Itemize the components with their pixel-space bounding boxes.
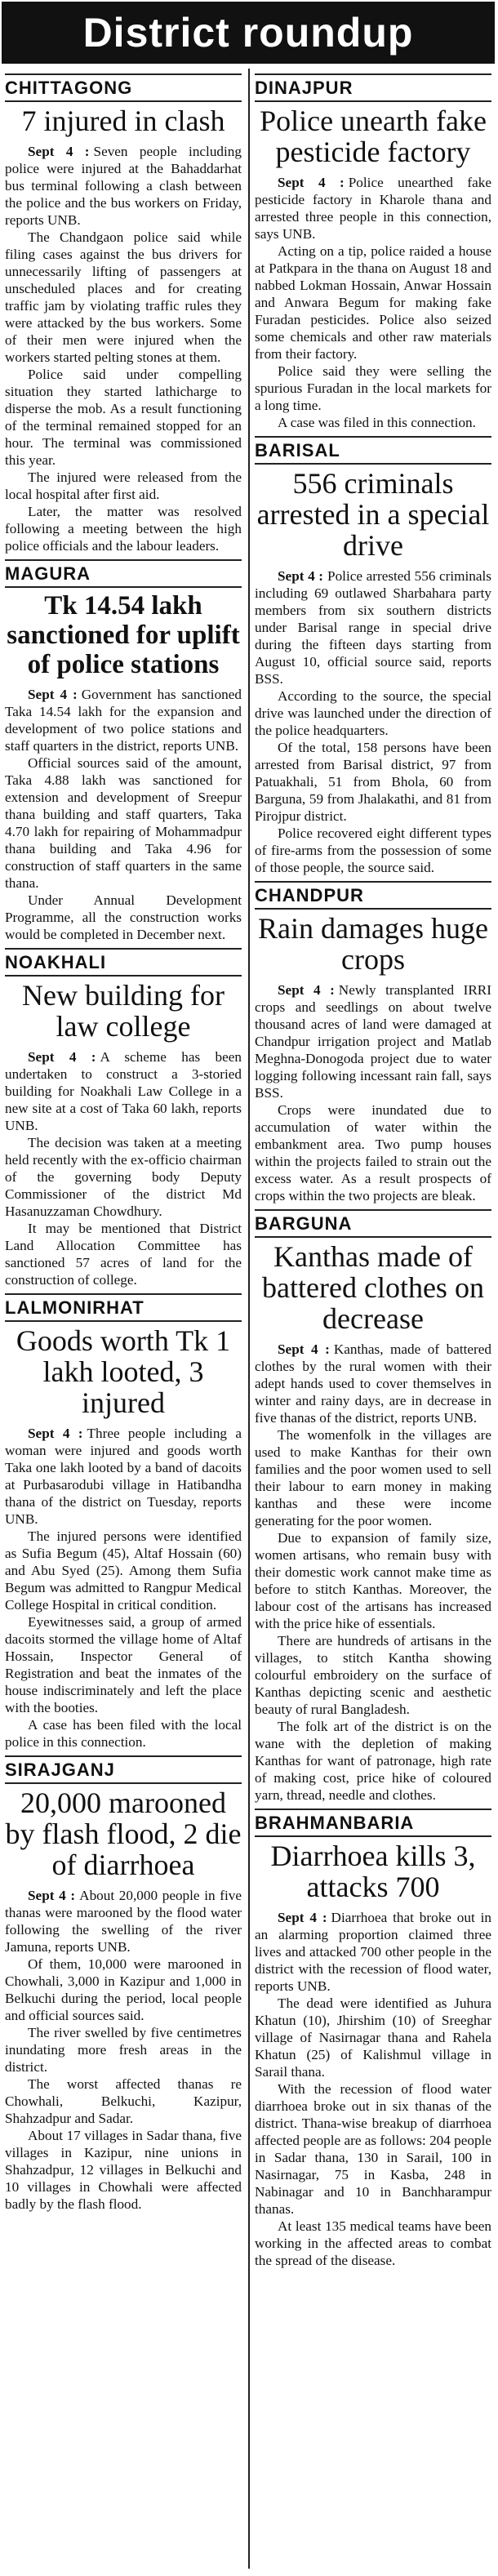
story-paragraph <box>255 174 491 242</box>
paragraph-text: Police said under compelling situation they started lathicharge to disperse the mob. As a result functioning of the terminal remained stopped for an hour. The terminal was commissioned this year. <box>5 367 242 468</box>
paragraph-text: Three people including a woman were injured and goods worth Taka one lakh looted by a band of dacoits at Purbasarodubi village in Hatibandha thana of the district on Tuesday, reports UNB. <box>5 1426 242 1527</box>
story-headline: 7 injured in clash <box>21 105 225 137</box>
story-paragraph <box>5 2127 242 2213</box>
paragraph-text: A case has been filed with the local police in this connection. <box>5 1717 242 1750</box>
paragraph-text: The womenfolk in the villages are used to make Kanthas for their own families and the poor women used to sell their labour to earn money in making kanthas and these were income generating for the poor women. <box>255 1427 491 1528</box>
paragraph-text: Seven people including police were injured at the Bahaddarhat bus terminal following a clash between the police and the bus workers on Friday, reports UNB. <box>5 144 242 228</box>
paragraph-text: Police unearthed fake pesticide factory in Kharole thana and arrested three people in this connection, says UNB. <box>255 175 491 242</box>
story-paragraph <box>5 1716 242 1751</box>
story-paragraph <box>5 754 242 892</box>
story-paragraph <box>5 1613 242 1716</box>
left-column <box>5 69 242 2213</box>
dateline-place: MAGURA <box>5 559 242 588</box>
dateline-date: Sept 4 : <box>28 687 78 702</box>
story-paragraph <box>5 686 242 754</box>
story-paragraph <box>5 1887 242 1955</box>
story-paragraph <box>255 1341 491 1426</box>
paragraph-text: At least 135 medical teams have been working in the affected areas to combat the spread of the disease. <box>255 2218 491 2268</box>
story-paragraph <box>255 2218 491 2269</box>
story-paragraph <box>5 2075 242 2127</box>
dateline-date: Sept 4 : <box>28 1049 96 1065</box>
paragraph-text: Eyewitnesses said, a group of armed dacoits stormed the village home of Altaf Hossain, Inspector General of Registration and beat the inmates of the house indiscriminately and left the place with the booties. <box>5 1614 242 1715</box>
story-headline: Kanthas made of battered clothes on decrease <box>262 1240 484 1335</box>
paragraph-text: Of them, 10,000 were marooned in Chowhali, 3,000 in Kazipur and 1,000 in Belkuchi during the period, local people and official sources said. <box>5 1956 242 2023</box>
story-paragraph <box>255 2080 491 2218</box>
dateline-place: BARGUNA <box>255 1209 491 1238</box>
story-dinajpur <box>255 73 491 431</box>
story-paragraph <box>255 981 491 1101</box>
story-paragraph <box>255 414 491 431</box>
paragraph-text: Due to expansion of family size, women artisans, who remain busy with their domestic work cannot make time as before to stitch Kanthas. Moreover, the labour cost of the artisans has increased with the price hike of essentials. <box>255 1530 491 1631</box>
story-paragraph <box>255 825 491 876</box>
story-noakhali <box>5 948 242 1288</box>
story-chandpur <box>255 881 491 1204</box>
story-paragraph <box>5 366 242 469</box>
story-paragraph <box>5 1134 242 1220</box>
paragraph-text: About 17 villages in Sadar thana, five villages in Kazipur, nine unions in Shahzadpur, 12 villages in Belkuchi and 10 villages in Chowhali were affected badly by the flash flood. <box>5 2128 242 2212</box>
paragraph-text: Acting on a tip, police raided a house at Patkpara in the thana on August 18 and nabbed Lokman Hossain, Anwar Hossain and Anwara Begum for making fake Furadan pesticides. Police also seized some chemicals and other raw materials from their factory. <box>255 243 491 362</box>
story-paragraph <box>5 229 242 366</box>
paragraph-text: Police recovered eight different types of fire-arms from the possession of some of those people, the source said. <box>255 825 491 875</box>
story-paragraph <box>5 892 242 943</box>
story-paragraph <box>255 1529 491 1632</box>
paragraph-text: Official sources said of the amount, Taka 4.88 lakh was sanctioned for extension and development of Sreepur thana building and staff quarters, Taka 4.70 lakh for repairing of Mohammadpur thana building and Taka 4.96 for construction of staff quarters in the same thana. <box>5 755 242 891</box>
story-chittagong <box>5 73 242 554</box>
paragraph-text: Diarrhoea that broke out in an alarming proportion claimed three lives and attacked 700 other people in the district with the recession of flood water, reports UNB. <box>255 1910 491 1994</box>
column-divider <box>248 69 250 2569</box>
story-paragraph <box>255 1632 491 1718</box>
story-headline: Diarrhoea kills 3, attacks 700 <box>270 1840 476 1903</box>
paragraph-text: About 20,000 people in five thanas were marooned by the flood water following the swelling of the river Jamuna, reports UNB. <box>5 1888 242 1955</box>
story-magura <box>5 559 242 943</box>
paragraph-text: Newly transplanted IRRI crops and seedlings on about twelve thousand acres of land were damaged at Chandpur irrigation project and Matlab Meghna-Donogoda project due to water logging following incessant rain fall, says BSS. <box>255 982 491 1101</box>
dateline-place: LALMONIRHAT <box>5 1293 242 1322</box>
paragraph-text: Police said they were selling the spurious Furadan in the local markets for a long time. <box>255 363 491 413</box>
story-paragraph <box>5 1220 242 1288</box>
paragraph-text: The dead were identified as Juhura Khatun (10), Jhirshim (10) of Sreeghar village of Nasirnagar thana and Rahela Khatun (25) of Kalishmul village in Sarail thana. <box>255 1995 491 2080</box>
paragraph-text: The river swelled by five centimetres inundating more fresh areas in the district. <box>5 2025 242 2075</box>
dateline-date: Sept 4 : <box>28 144 90 159</box>
story-headline: 556 criminals arrested in a special drive <box>256 467 490 562</box>
story-brahmanbaria <box>255 1809 491 2269</box>
paragraph-text: The injured were released from the local hospital after first aid. <box>5 469 242 502</box>
dateline-date: Sept 4 : <box>278 175 345 190</box>
dateline-place: BARISAL <box>255 436 491 465</box>
paragraph-text: The Chandgaon police said while filing cases against the bus drivers for unnecessarily lifting of passengers at unscheduled places and for creating traffic jam by violating traffic rules they were attacked by the bus workers. Some of their men were injured when the workers started pelting stones at them. <box>5 229 242 365</box>
story-paragraph <box>5 143 242 229</box>
story-headline: New building for law college <box>22 979 225 1043</box>
story-paragraph <box>255 567 491 687</box>
paragraph-text: The decision was taken at a meeting held recently with the ex-officio chairman of the governing body Deputy Commissioner of the district Md Hasanuzzaman Chowdhury. <box>5 1135 242 1219</box>
story-paragraph <box>255 1909 491 1995</box>
dateline-place: NOAKHALI <box>5 948 242 977</box>
story-paragraph <box>5 469 242 503</box>
story-paragraph <box>255 1426 491 1529</box>
paragraph-text: Kanthas, made of battered clothes by the rural women with their adept hands used to cover themselves in winter and rainy days, are in decrease in five thanas of the district, reports UNB. <box>255 1341 491 1426</box>
story-paragraph <box>5 1955 242 2024</box>
story-paragraph <box>255 363 491 414</box>
story-paragraph <box>5 503 242 554</box>
dateline-date: Sept 4 : <box>28 1426 83 1441</box>
paragraph-text: Under Annual Development Programme, all the construction works would be completed in December next. <box>5 892 242 942</box>
paragraph-text: The folk art of the district is on the wane with the depletion of making Kanthas for want of patronage, high rate of making cost, price hike of coloured yarn, thread, needle and clothes. <box>255 1719 491 1803</box>
paragraph-text: The injured persons were identified as Sufia Begum (45), Altaf Hossain (60) and Abu Syed (25). Among them Sufia Begum was admitted to Rangpur Medical College Hospital in critical condition. <box>5 1528 242 1613</box>
dateline-date: Sept 4 : <box>278 982 335 998</box>
story-barisal <box>255 436 491 876</box>
story-paragraph <box>255 1995 491 2080</box>
story-paragraph <box>255 242 491 363</box>
story-paragraph <box>255 1101 491 1204</box>
story-paragraph <box>255 1718 491 1804</box>
paragraph-text: According to the source, the special drive was launched under the direction of the police headquarters. <box>255 688 491 738</box>
story-paragraph <box>5 1425 242 1528</box>
paragraph-text: Of the total, 158 persons have been arrested from Barisal district, 97 from Patuakhali, 51 from Bhola, 60 from Barguna, 59 from Jhalakathi, and 81 from Pirojpur district. <box>255 740 491 824</box>
dateline-place: DINAJPUR <box>255 73 491 102</box>
story-paragraph <box>255 687 491 739</box>
story-paragraph <box>255 739 491 825</box>
dateline-date: Sept 4 : <box>278 1341 330 1357</box>
story-lalmonirhat <box>5 1293 242 1751</box>
dateline-date: Sept 4 : <box>278 568 324 584</box>
paragraph-text: There are hundreds of artisans in the villages, to stitch Kantha showing colourful embroidery on the surface of Kanthas depicting scenic and aesthetic beauty of rural Bangladesh. <box>255 1633 491 1717</box>
paragraph-text: Crops were inundated due to accumulation of water within the embankment area. Two pump houses within the projects failed to strain out the excess water. As a result prospects of crops within the two projects are bleak. <box>255 1102 491 1203</box>
right-column <box>255 69 491 2269</box>
dateline-date: Sept 4 : <box>28 1888 76 1903</box>
paragraph-text: It may be mentioned that District Land Allocation Committee has sanctioned 57 acres of land for the construction of college. <box>5 1221 242 1288</box>
paragraph-text: Police arrested 556 criminals including 69 outlawed Sharbahara party members from six southern districts under Barisal range in special drive during the fifteen days starting from August 10, official source said, reports BSS. <box>255 568 491 687</box>
story-barguna <box>255 1209 491 1804</box>
story-paragraph <box>5 1048 242 1134</box>
story-headline: Rain damages huge crops <box>258 912 488 976</box>
story-paragraph <box>5 1528 242 1613</box>
story-headline: Police unearth fake pesticide factory <box>260 105 487 168</box>
paragraph-text: Later, the matter was resolved following a meeting between the high police officials and the labour leaders. <box>5 504 242 554</box>
story-headline: 20,000 marooned by flash flood, 2 die of diarrhoea <box>5 1786 242 1881</box>
page-title: District roundup <box>2 2 495 64</box>
paragraph-text: A scheme has been undertaken to construct a 3-storied building for Noakhali Law College in a new site at a cost of Taka 60 lakh, reports UNB. <box>5 1049 242 1133</box>
columns <box>5 69 493 2575</box>
paragraph-text: A case was filed in this connection. <box>278 415 476 430</box>
story-headline: Goods worth Tk 1 lakh looted, 3 injured <box>16 1324 231 1419</box>
story-sirajganj <box>5 1755 242 2213</box>
story-paragraph <box>5 2024 242 2075</box>
dateline-date: Sept 4 : <box>278 1910 327 1925</box>
paragraph-text: The worst affected thanas re Chowhali, Belkuchi, Kazipur, Shahzadpur and Sadar. <box>5 2076 242 2126</box>
dateline-place: SIRAJGANJ <box>5 1755 242 1784</box>
story-headline: Tk 14.54 lakh sanctioned for uplift of police stations <box>7 591 240 679</box>
dateline-place: BRAHMANBARIA <box>255 1809 491 1837</box>
dateline-place: CHANDPUR <box>255 881 491 910</box>
paragraph-text: With the recession of flood water diarrhoea broke out in six thanas of the district. Thana-wise breakup of diarrhoea affected people are as follows: 204 people in Sadar thana, 130 in Sarail, 100 in Nasirnagar, 75 in Kasba, 248 in Nabinagar and 10 in Banchharampur thanas. <box>255 2081 491 2217</box>
dateline-place: CHITTAGONG <box>5 73 242 102</box>
paragraph-text: Government has sanctioned Taka 14.54 lakh for the expansion and development of two police stations and staff quarters in the district, reports UNB. <box>5 687 242 754</box>
